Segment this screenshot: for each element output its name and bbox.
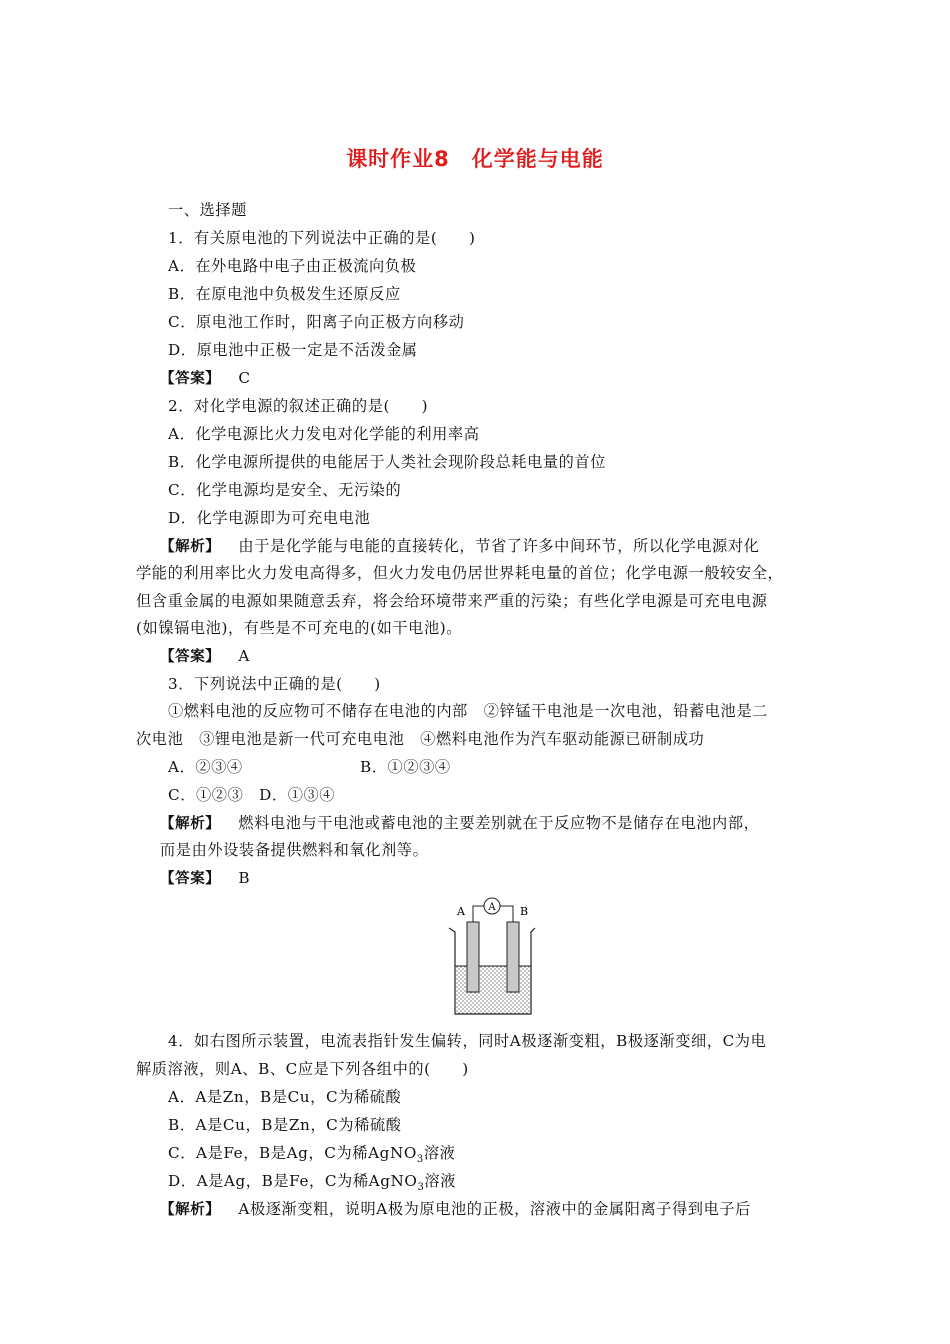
- q3-analysis-line-2: 而是由外设装备提供燃料和氧化剂等。: [160, 841, 429, 859]
- analysis-text: 由于是化学能与电能的直接转化，节省了许多中间环节，所以化学电源对化: [238, 537, 760, 555]
- option-text: D．A是Ag，B是Fe，C为稀AgNO: [168, 1172, 418, 1190]
- q2-option-c: C．化学电源均是安全、无污染的: [168, 481, 402, 499]
- analysis-text: A极逐渐变粗，说明A极为原电池的正极，溶液中的金属阳离子得到电子后: [238, 1200, 751, 1218]
- q1-option-b: B．在原电池中负极发生还原反应: [168, 285, 401, 303]
- q1-answer: [160, 368, 251, 389]
- option-text-suffix: 溶液: [423, 1144, 456, 1162]
- q2-analysis-line-1: [160, 536, 759, 557]
- q4-stem-line-2: 解质溶液，则A、B、C应是下列各组中的( ): [136, 1060, 469, 1078]
- q2-option-a: A．化学电源比火力发电对化学能的利用率高: [168, 425, 480, 443]
- q1-option-a: A．在外电路中电子由正极流向负极: [168, 257, 417, 275]
- wire-right: [500, 906, 513, 922]
- analysis-text: 燃料电池与干电池或蓄电池的主要差别就在于反应物不是储存在电池内部，: [238, 814, 760, 832]
- q1-option-d: D．原电池中正极一定是不活泼金属: [168, 341, 418, 359]
- q2-stem: 2．对化学电源的叙述正确的是( ): [168, 397, 429, 415]
- answer-tag: 【答案】: [160, 871, 221, 887]
- q2-analysis-line-4: (如镍镉电池)，有些是不可充电的(如干电池)。: [136, 619, 463, 637]
- electrolyte-solution: [455, 966, 531, 1014]
- q3-option-a: A．②③④: [168, 758, 243, 776]
- electrode-b: [507, 922, 519, 992]
- analysis-tag: 【解析】: [160, 539, 221, 555]
- q2-analysis-line-2: 学能的利用率比火力发电高得多，但火力发电仍居世界耗电量的首位；化学电源一般较安全，: [136, 564, 784, 582]
- q4-option-a: A．A是Zn，B是Cu，C为稀硫酸: [168, 1088, 402, 1106]
- q2-option-d: D．化学电源即为可充电电池: [168, 509, 371, 527]
- q3-option-cd: C．①②③ D．①③④: [168, 786, 336, 804]
- page-title: 课时作业8 化学能与电能: [346, 147, 604, 171]
- q3-body-line-1: ①燃料电池的反应物可不储存在电池的内部 ②锌锰干电池是一次电池，铅蓄电池是二: [168, 702, 768, 720]
- q4-option-d: [168, 1171, 456, 1198]
- q2-analysis-line-3: 但含重金属的电源如果随意丢弃，将会给环境带来严重的污染；有些化学电源是可充电电源: [136, 592, 768, 610]
- analysis-tag: 【解析】: [160, 816, 221, 832]
- subscript: 3: [416, 1154, 424, 1166]
- ammeter-label: A: [488, 902, 496, 913]
- q4-option-b: B．A是Cu，B是Zn，C为稀硫酸: [168, 1116, 402, 1134]
- q4-option-c: [168, 1143, 455, 1170]
- subscript: 3: [417, 1182, 425, 1194]
- q3-body-line-2: 次电池 ③锂电池是新一代可充电电池 ④燃料电池作为汽车驱动能源已研制成功: [136, 730, 705, 748]
- q3-option-b: B．①②③④: [360, 758, 451, 776]
- answer-value: A: [238, 647, 250, 665]
- q3-answer: [160, 868, 250, 889]
- option-text-suffix: 溶液: [424, 1172, 456, 1190]
- q4-stem-line-1: 4．如右图所示装置，电流表指针发生偏转，同时A极逐渐变粗，B极逐渐变细，C为电: [168, 1032, 767, 1050]
- galvanic-cell-diagram: [440, 890, 550, 1022]
- answer-tag: 【答案】: [160, 649, 221, 665]
- q3-analysis-line-1: [160, 813, 759, 834]
- q1-stem: 1．有关原电池的下列说法中正确的是( ): [168, 229, 476, 247]
- q4-analysis-line-1: [160, 1199, 751, 1220]
- q2-answer: [160, 646, 250, 667]
- electrode-a-label: A: [457, 905, 465, 918]
- answer-value: B: [238, 869, 251, 887]
- q1-option-c: C．原电池工作时，阳离子向正极方向移动: [168, 313, 465, 331]
- electrode-b-label: B: [520, 905, 529, 918]
- answer-tag: 【答案】: [160, 371, 221, 387]
- q3-stem: 3．下列说法中正确的是( ): [168, 675, 381, 693]
- answer-value: C: [238, 369, 251, 387]
- q2-option-b: B．化学电源所提供的电能居于人类社会现阶段总耗电量的首位: [168, 453, 607, 471]
- wire-left: [473, 906, 484, 922]
- option-text: C．A是Fe，B是Ag，C为稀AgNO: [168, 1144, 417, 1162]
- section-heading: 一、选择题: [168, 201, 247, 219]
- analysis-tag: 【解析】: [160, 1202, 221, 1218]
- electrode-a: [467, 922, 479, 992]
